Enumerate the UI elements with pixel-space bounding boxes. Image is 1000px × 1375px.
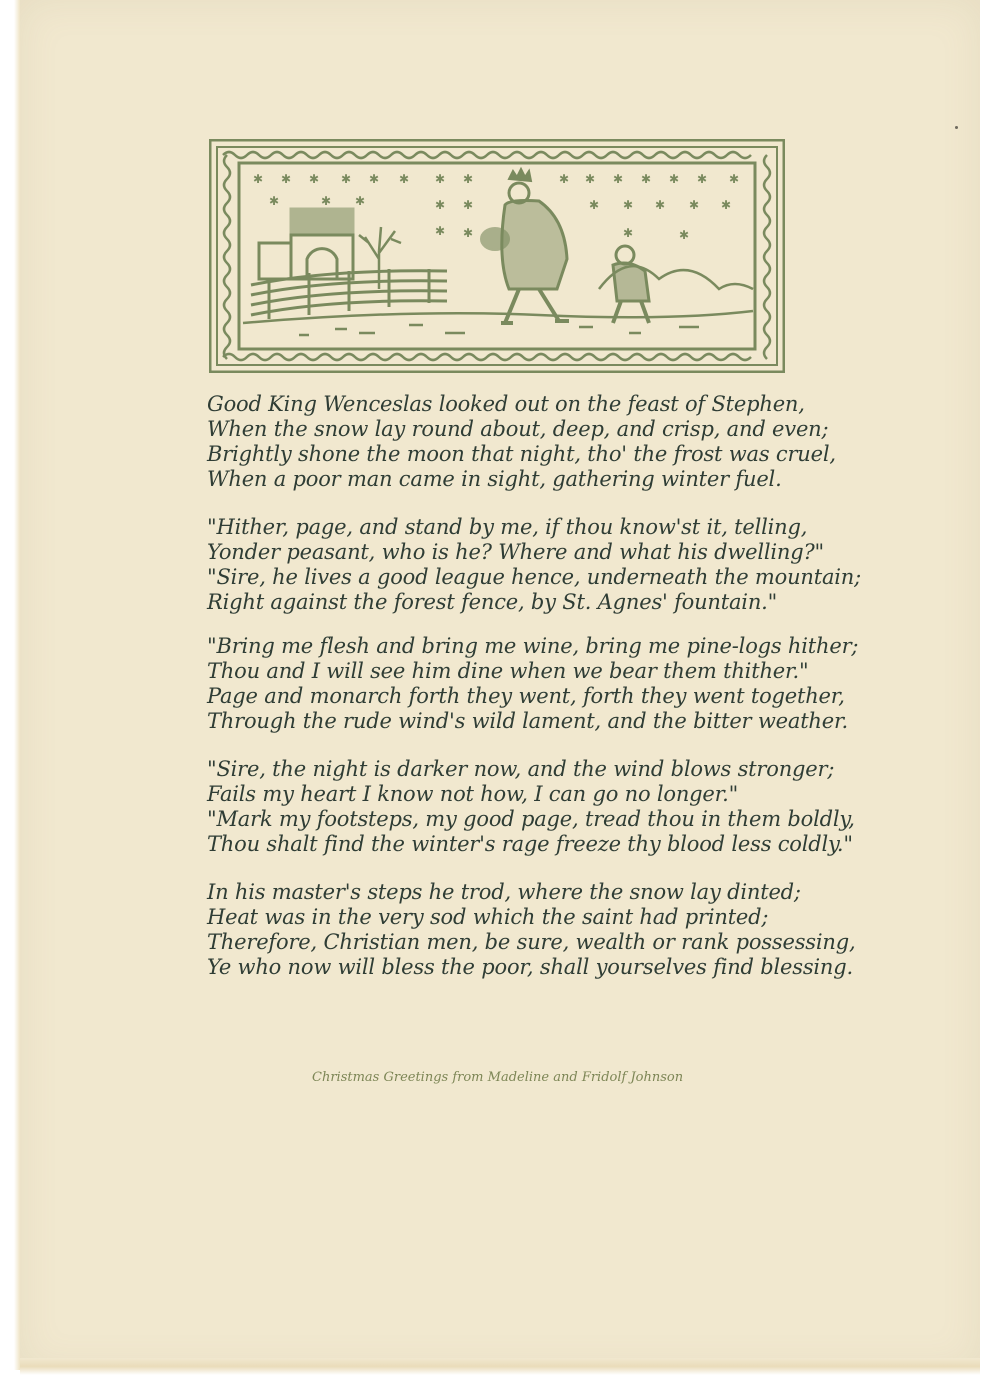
svg-text:✱: ✱ bbox=[729, 172, 740, 186]
svg-text:✱: ✱ bbox=[641, 172, 652, 186]
svg-text:✱: ✱ bbox=[655, 198, 666, 212]
poem-line: When the snow lay round about, deep, and crisp, and even; bbox=[207, 417, 829, 441]
svg-text:✱: ✱ bbox=[697, 172, 708, 186]
svg-text:✱: ✱ bbox=[613, 172, 624, 186]
greeting-signature: Christmas Greetings from Madeline and Fridolf Johnson bbox=[312, 1070, 684, 1085]
poem-line: "Mark my footsteps, my good page, tread thou in them boldly, bbox=[207, 807, 855, 831]
poem-line: Therefore, Christian men, be sure, wealth or rank possessing, bbox=[207, 930, 856, 954]
svg-text:✱: ✱ bbox=[253, 172, 264, 186]
poem-line: When a poor man came in sight, gathering winter fuel. bbox=[207, 467, 782, 491]
poem-line: In his master's steps he trod, where the snow lay dinted; bbox=[207, 880, 801, 904]
svg-text:✱: ✱ bbox=[369, 172, 380, 186]
svg-text:✱: ✱ bbox=[559, 172, 570, 186]
poem-line: Yonder peasant, who is he? Where and what his dwelling?" bbox=[207, 540, 825, 564]
svg-text:✱: ✱ bbox=[321, 194, 332, 208]
poem-line: Thou shalt find the winter's rage freeze thy blood less coldly." bbox=[207, 832, 853, 856]
stanza-1 bbox=[207, 392, 836, 492]
paper-bottom-edge bbox=[20, 1358, 980, 1375]
poem-line: Thou and I will see him dine when we bear them thither." bbox=[207, 659, 809, 683]
svg-text:✱: ✱ bbox=[341, 172, 352, 186]
paper-speck bbox=[955, 126, 958, 129]
svg-text:✱: ✱ bbox=[399, 172, 410, 186]
svg-text:✱: ✱ bbox=[689, 198, 700, 212]
poem-line: Brightly shone the moon that night, tho' the frost was cruel, bbox=[207, 442, 836, 466]
svg-text:✱: ✱ bbox=[435, 172, 446, 186]
stanza-5 bbox=[207, 880, 856, 980]
stanza-4 bbox=[207, 757, 855, 857]
svg-text:✱: ✱ bbox=[679, 228, 690, 242]
svg-text:✱: ✱ bbox=[435, 198, 446, 212]
poem-line: "Sire, he lives a good league hence, underneath the mountain; bbox=[207, 565, 861, 589]
svg-text:✱: ✱ bbox=[309, 172, 320, 186]
poem-line: Good King Wenceslas looked out on the feast of Stephen, bbox=[207, 392, 805, 416]
poem-line: Page and monarch forth they went, forth they went together, bbox=[207, 684, 845, 708]
svg-text:✱: ✱ bbox=[435, 224, 446, 238]
poem-line: Ye who now will bless the poor, shall yourselves find blessing. bbox=[207, 955, 853, 979]
svg-text:✱: ✱ bbox=[463, 226, 474, 240]
svg-text:✱: ✱ bbox=[269, 194, 280, 208]
svg-text:✱: ✱ bbox=[281, 172, 292, 186]
stanza-3 bbox=[207, 634, 859, 734]
svg-text:✱: ✱ bbox=[463, 172, 474, 186]
svg-text:✱: ✱ bbox=[623, 226, 634, 240]
poem-line: Fails my heart I know not how, I can go no longer." bbox=[207, 782, 739, 806]
svg-text:✱: ✱ bbox=[585, 172, 596, 186]
poem-line: Right against the forest fence, by St. Agnes' fountain." bbox=[207, 590, 778, 614]
svg-text:✱: ✱ bbox=[463, 198, 474, 212]
stanza-2 bbox=[207, 515, 861, 615]
woodcut-illustration bbox=[209, 139, 785, 373]
poem-line: "Sire, the night is darker now, and the wind blows stronger; bbox=[207, 757, 835, 781]
poem-line: Through the rude wind's wild lament, and the bitter weather. bbox=[207, 709, 848, 733]
svg-text:✱: ✱ bbox=[355, 194, 366, 208]
poem-line: "Bring me flesh and bring me wine, bring me pine-logs hither; bbox=[207, 634, 859, 658]
svg-text:✱: ✱ bbox=[623, 198, 634, 212]
poem-line: Heat was in the very sod which the saint had printed; bbox=[207, 905, 769, 929]
svg-text:✱: ✱ bbox=[669, 172, 680, 186]
poem bbox=[207, 392, 861, 1003]
poem-line: "Hither, page, and stand by me, if thou know'st it, telling, bbox=[207, 515, 808, 539]
svg-text:✱: ✱ bbox=[721, 198, 732, 212]
svg-text:✱: ✱ bbox=[589, 198, 600, 212]
